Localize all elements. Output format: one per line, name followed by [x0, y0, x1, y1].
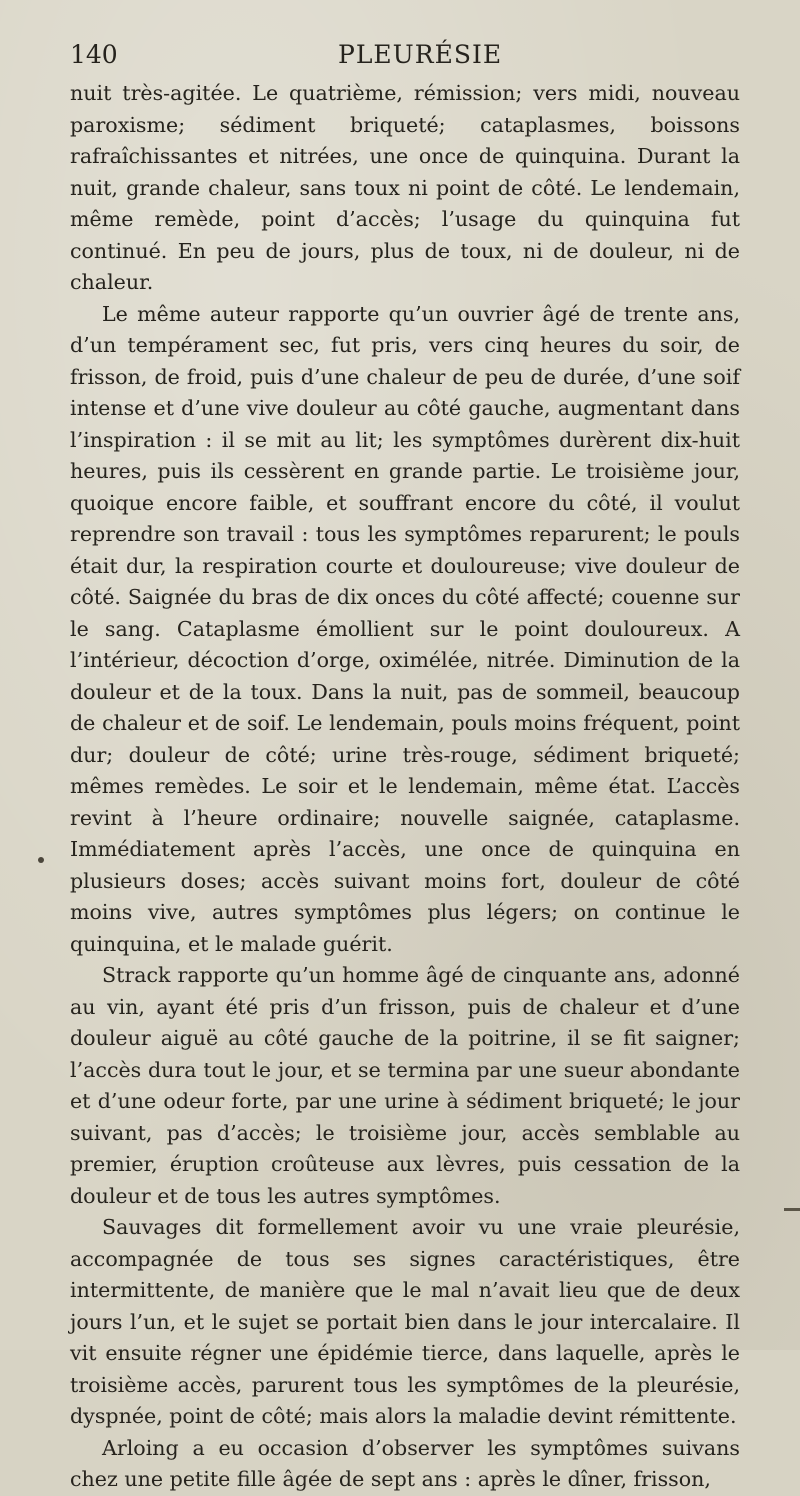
paragraph-arloing-case: Arloing a eu occasion d’observer les symptômes suivans chez une petite fille âgée de sept ans : après le dîner, frisson,: [70, 1435, 740, 1491]
ink-spot: [38, 857, 44, 863]
body-text: [70, 78, 740, 1496]
edge-mark: [784, 1208, 800, 1211]
paragraph-strack-case: Strack rapporte qu’un homme âgé de cinquante ans, adonné au vin, ayant été pris d’un frisson, puis de chaleur et d’une douleur aiguë au côté gauche de la poitrine, il se fit saigner; l’accès dura tout le jour, et se termina par une sueur abondante et d’une odeur forte, par une urine à sédiment briqueté; le jour suivant, pas d’accès; le troisième jour, accès semblable au premier, éruption croûteuse aux lèvres, puis cessation de la douleur et de tous les autres symptômes.: [70, 963, 740, 1208]
paragraph-sauvages-case: Sauvages dit formellement avoir vu une vraie pleurésie, accompagnée de tous ses signes caractéristiques, être intermittente, de manière que le mal n’avait lieu que de deux jours l’un, et le sujet se portait bien dans le jour intercalaire. Il vit ensuite régner une épidémie tierce, dans laquelle, après le troisième accès, parurent tous les symptômes de la pleurésie, dyspnée, point de côté; mais alors la maladie devint rémittente.: [70, 1215, 740, 1428]
running-title: PLEURÉSIE: [338, 40, 503, 69]
paragraph-continuation: nuit très-agitée. Le quatrième, rémission; vers midi, nouveau paroxisme; sédiment briqueté; cataplasmes, boissons rafraîchissantes et nitrées, une once de quinquina. Durant la nuit, grande chaleur, sans toux ni point de côté. Le lendemain, même remède, point d’accès; l’usage du quinquina fut continué. En peu de jours, plus de toux, ni de douleur, ni de chaleur.: [70, 81, 740, 294]
page-header: [70, 40, 730, 76]
paragraph-ouvrier-case: Le même auteur rapporte qu’un ouvrier âgé de trente ans, d’un tempérament sec, fut pris, vers cinq heures du soir, de frisson, de froid, puis d’une chaleur de peu de durée, d’une soif intense et d’une vive douleur au côté gauche, augmentant dans l’inspiration : il se mit au lit; les symptômes durèrent dix-huit heures, puis ils cessèrent en grande partie. Le troisième jour, quoique encore faible, et souffrant encore du côté, il voulut reprendre son travail : tous les symptômes reparurent; le pouls était dur, la respiration courte et douloureuse; vive douleur de côté. Saignée du bras de dix onces du côté affecté; couenne sur le sang. Cataplasme émollient sur le point douloureux. A l’intérieur, décoction d’orge, oximélée, nitrée. Diminution de la douleur et de la toux. Dans la nuit, pas de sommeil, beaucoup de chaleur et de soif. Le lendemain, pouls moins fréquent, point dur; douleur de côté; urine très-rouge, sédiment briqueté; mêmes remèdes. Le soir et le lendemain, même état. L’accès revint à l’heure ordinaire; nouvelle saignée, cataplasme. Immédiatement après l’accès, une once de quinquina en plusieurs doses; accès suivant moins fort, douleur de côté moins vive, autres symptômes plus légers; on continue le quinquina, et le malade guérit.: [70, 301, 740, 956]
page-number: 140: [70, 40, 118, 69]
